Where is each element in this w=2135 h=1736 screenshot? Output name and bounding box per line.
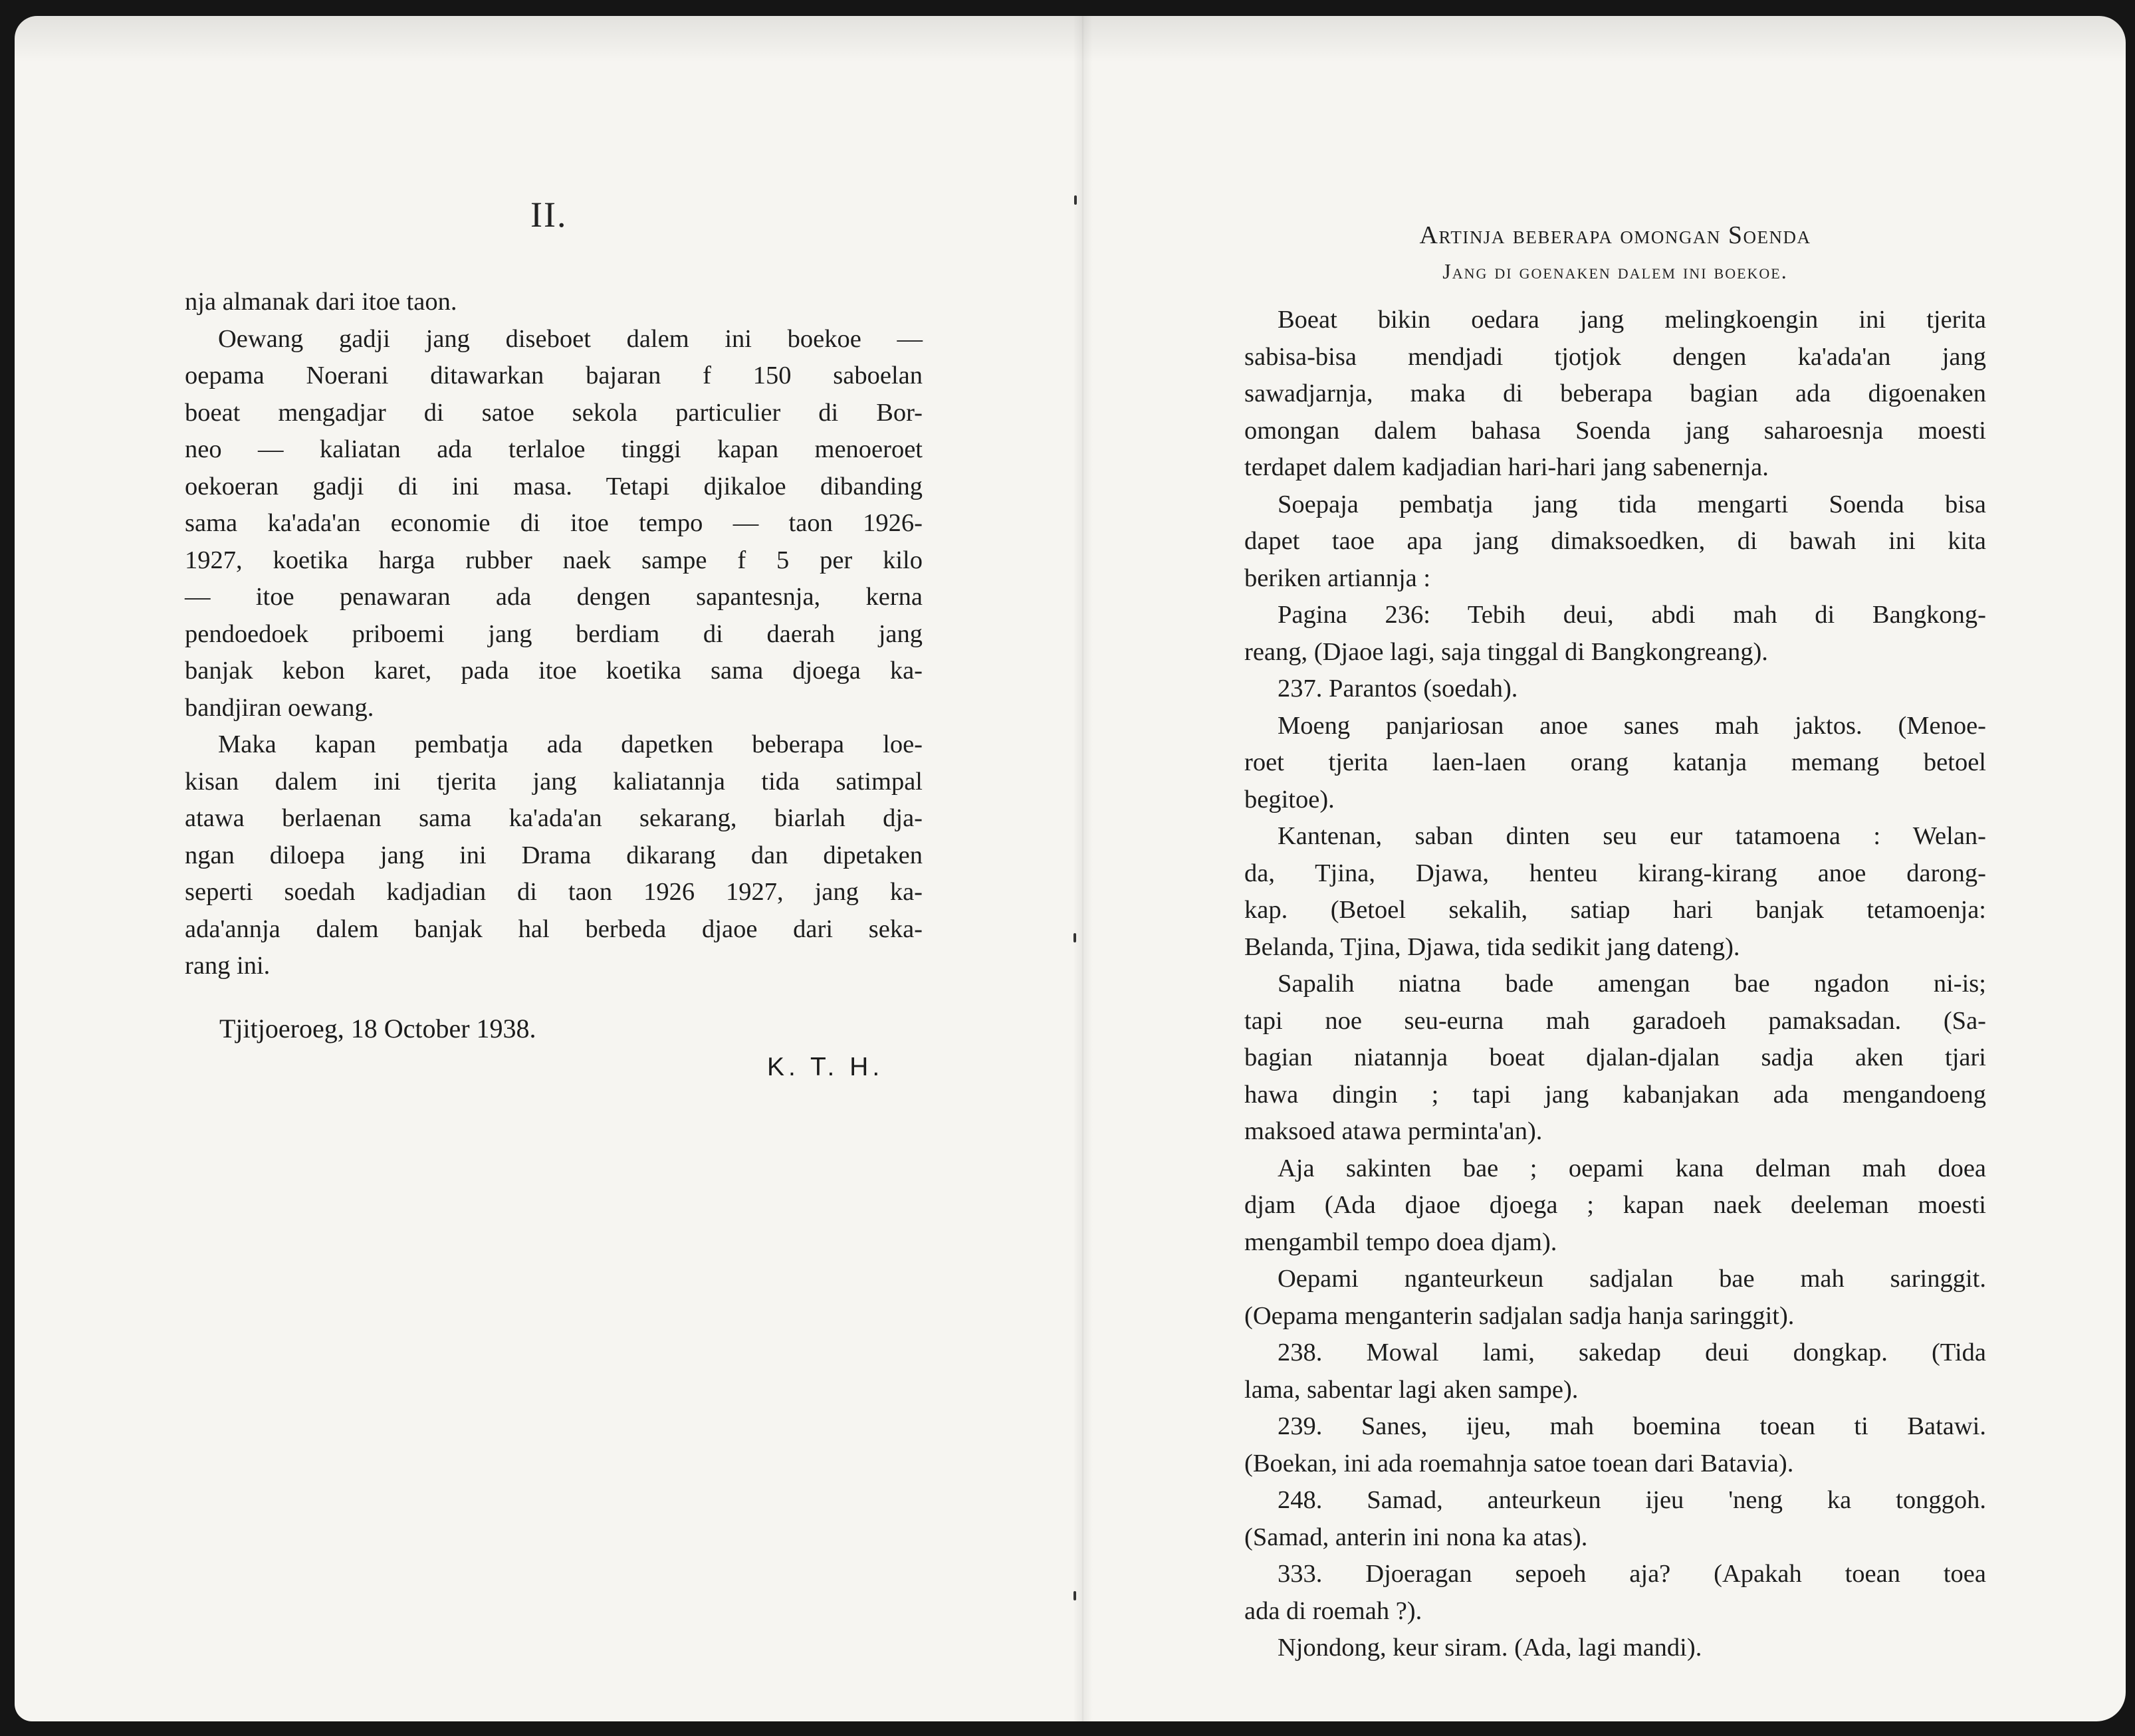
text-line: Maka kapan pembatja ada dapetken beberapa loe- <box>218 730 923 758</box>
text-line: Belanda, Tjina, Djawa, tida sedikit jang dateng). <box>1244 932 1740 961</box>
paragraph <box>185 726 923 985</box>
text-line: omongan dalem bahasa Soenda jang saharoesnja moesti <box>1244 416 1986 445</box>
text-line: — itoe penawaran ada dengen sapantesnja, kerna <box>185 583 923 611</box>
text-line: oekoeran gadji di ini masa. Tetapi djikaloe dibanding <box>185 472 923 500</box>
text-line: tapi noe seu-eurna mah garadoeh pamaksadan. (Sa- <box>1244 1006 1986 1035</box>
text-line: roet tjerita laen-laen orang katanja memang betoel <box>1244 748 1986 776</box>
text-line: beriken artiannja : <box>1244 564 1431 592</box>
paragraph <box>1244 1261 1986 1335</box>
text-line: atawa berlaenan sama ka'ada'an sekarang, biarlah dja- <box>185 804 923 832</box>
text-line: bagian niatannja boeat djalan-djalan sadja aken tjari <box>1244 1043 1986 1071</box>
text-line: dapet taoe apa jang dimaksoedken, di bawah ini kita <box>1244 527 1986 555</box>
text-line: 1927, koetika harga rubber naek sampe f 5 per kilo <box>185 546 923 574</box>
paragraph <box>1244 708 1986 819</box>
paragraph <box>1244 1408 1986 1482</box>
text-line: nja almanak dari itoe taon. <box>185 288 457 316</box>
text-line: Kantenan, saban dinten seu eur tatamoena : Welan- <box>1278 822 1986 850</box>
text-line: kap. (Betoel sekalih, satiap hari banjak tetamoenja: <box>1244 896 1986 924</box>
text-line: 248. Samad, anteurkeun ijeu 'neng ka tonggoh. <box>1278 1486 1986 1514</box>
text-line: da, Tjina, Djawa, henteu kirang-kirang anoe darong- <box>1244 859 1986 887</box>
text-line: boeat mengadjar di satoe sekola particulier di Bor- <box>185 398 923 427</box>
text-line: reang, (Djaoe lagi, saja tinggal di Bangkongreang). <box>1244 637 1768 666</box>
text-line: 238. Mowal lami, sakedap deui dongkap. (Tida <box>1278 1339 1986 1366</box>
book-spread <box>15 16 2126 1721</box>
text-line: terdapet dalem kadjadian hari-hari jang sabenernja. <box>1244 453 1769 481</box>
paragraph <box>1244 1556 1986 1630</box>
paragraph <box>185 284 923 321</box>
paragraph <box>185 321 923 727</box>
gutter-mark-top <box>1074 195 1077 205</box>
paragraph <box>1244 302 1986 487</box>
text-line: maksoed atawa perminta'an). <box>1244 1117 1543 1145</box>
text-line: sama ka'ada'an economie di itoe tempo — taon 1926- <box>185 509 923 537</box>
text-line: sabisa-bisa mendjadi tjotjok dengen ka'ada'an jang <box>1244 342 1986 371</box>
text-line: Pagina 236: Tebih deui, abdi mah di Bangkong- <box>1278 601 1986 629</box>
text-line: Sapalih niatna bade amengan bae ngadon ni-is; <box>1278 970 1986 998</box>
text-line: (Samad, anterin ini nona ka atas). <box>1244 1523 1588 1551</box>
text-line: sawadjarnja, maka di beberapa bagian ada digoenaken <box>1244 380 1986 407</box>
paragraph <box>1244 1630 1986 1667</box>
gutter-mark-middle <box>1073 933 1076 942</box>
text-line: lama, sabentar lagi aken sampe). <box>1244 1375 1579 1404</box>
paragraph <box>1244 1335 1986 1408</box>
text-line: bandjiran oewang. <box>185 693 374 722</box>
paragraph <box>1244 1482 1986 1556</box>
text-line: seperti soedah kadjadian di taon 1926 1927, jang ka- <box>185 878 923 906</box>
text-line: djam (Ada djaoe djoega ; kapan naek deeleman moesti <box>1244 1191 1986 1219</box>
text-line: 239. Sanes, ijeu, mah boemina toean ti Batawi. <box>1278 1412 1986 1440</box>
paragraph <box>1244 1150 1986 1261</box>
paragraph <box>1244 966 1986 1150</box>
paragraph <box>1244 597 1986 671</box>
page-shadow <box>15 16 2126 62</box>
text-line: hawa dingin ; tapi jang kabanjakan ada mengandoeng <box>1244 1080 1986 1109</box>
paragraph <box>1244 818 1986 966</box>
left-page-body <box>185 284 923 985</box>
right-page-body <box>1244 302 1986 1667</box>
text-line: ada di roemah ?). <box>1244 1596 1422 1625</box>
section-subtitle: Jang di goenaken dalem ini boekoe. <box>1442 259 1788 283</box>
author-initials: K. T. H. <box>767 1053 884 1081</box>
text-line: oepama Noerani ditawarkan bajaran f 150 saboelan <box>185 362 923 389</box>
gutter-mark-bottom <box>1073 1591 1076 1600</box>
text-line: banjak kebon karet, pada itoe koetika sama djoega ka- <box>185 657 923 685</box>
place-date: Tjitjoeroeg, 18 October 1938. <box>219 1014 536 1043</box>
paragraph <box>1244 487 1986 597</box>
text-line: Oepami nganteurkeun sadjalan bae mah saringgit. <box>1278 1265 1986 1293</box>
text-line: Moeng panjariosan anoe sanes mah jaktos. (Menoe- <box>1278 711 1986 740</box>
text-line: (Boekan, ini ada roemahnja satoe toean dari Batavia). <box>1244 1449 1794 1477</box>
text-line: mengambil tempo doea djam). <box>1244 1228 1557 1256</box>
page-number: II. <box>530 195 568 235</box>
text-line: (Oepama menganterin sadjalan sadja hanja saringgit). <box>1244 1301 1795 1330</box>
text-line: neo — kaliatan ada terlaloe tinggi kapan menoeroet <box>185 435 923 463</box>
section-title: Artinja beberapa omongan Soenda <box>1419 221 1811 249</box>
text-line: ngan diloepa jang ini Drama dikarang dan dipetaken <box>185 841 923 869</box>
text-line: Oewang gadji jang diseboet dalem ini boekoe — <box>218 324 923 353</box>
text-line: 237. Parantos (soedah). <box>1278 675 1518 703</box>
text-line: Soepaja pembatja jang tida mengarti Soenda bisa <box>1278 490 1986 518</box>
text-line: rang ini. <box>185 952 271 980</box>
paragraph <box>1244 671 1986 708</box>
text-line: Boeat bikin oedara jang melingkoengin ini tjerita <box>1278 306 1986 334</box>
text-line: Njondong, keur siram. (Ada, lagi mandi). <box>1278 1634 1702 1662</box>
book-gutter <box>1073 16 1093 1721</box>
text-line: ada'annja dalem banjak hal berbeda djaoe dari seka- <box>185 915 923 943</box>
text-line: begitoe). <box>1244 785 1335 814</box>
text-line: 333. Djoeragan sepoeh aja? (Apakah toean toea <box>1278 1560 1986 1588</box>
text-line: kisan dalem ini tjerita jang kaliatannja tida satimpal <box>185 767 923 796</box>
text-line: pendoedoek priboemi jang berdiam di daerah jang <box>185 619 923 648</box>
text-line: Aja sakinten bae ; oepami kana delman mah doea <box>1278 1154 1986 1182</box>
